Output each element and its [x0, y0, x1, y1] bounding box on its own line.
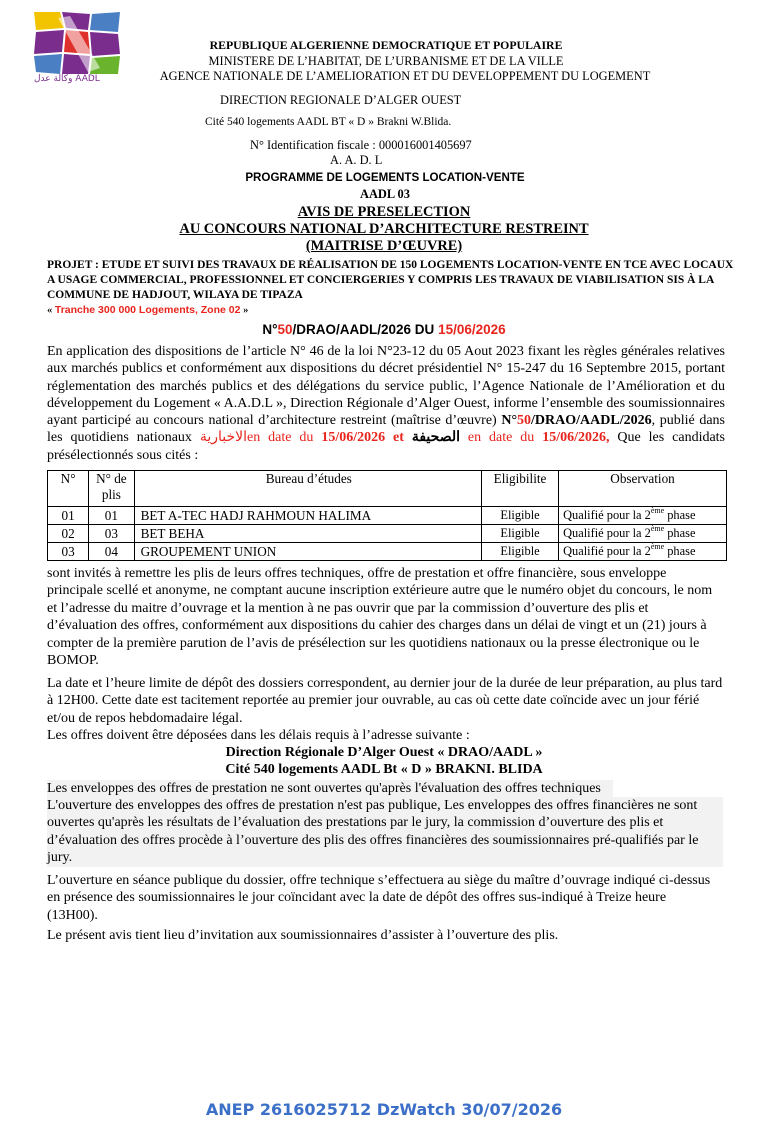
closing-paragraph: Le présent avis tient lieu d’invitation aux soumissionnaires d’assister à l’ouverture des plis.	[47, 928, 559, 943]
direction-title: DIRECTION REGIONALE D’ALGER OUEST	[220, 93, 462, 107]
cell-number: 02	[48, 525, 89, 543]
col-header-observation: Observation	[559, 471, 727, 507]
notice-reference	[0, 322, 768, 337]
newspaper-1: الاخبارية	[199, 430, 248, 446]
table-header-row	[48, 471, 727, 507]
public-session-paragraph: L’ouverture en séance publique du dossier, offre technique s’effectuera au siège du maître d’ouvrage indiqué ci-dessus en présence des soumissionnaires le jour coïncidant avec la date de dépôt des offres sus-indiqué à Treize heure (13H00).	[47, 873, 711, 923]
cell-eligibility: Eligible	[481, 507, 558, 525]
col-header-pli: N° de plis	[89, 471, 134, 507]
republic-title: REPUBLIQUE ALGERIENNE DEMOCRATIQUE ET POPULAIRE	[209, 38, 563, 52]
fiscal-id: N° Identification fiscale : 000016001405697	[250, 138, 472, 152]
cell-bureau: BET A-TEC HADJ RAHMOUN HALIMA	[134, 507, 481, 525]
logo-caption: وكالة عدل AADL	[34, 74, 100, 84]
table-row	[48, 507, 727, 525]
tranche-quote-open: «	[47, 305, 55, 316]
intro-date-2: 15/06/2026,	[542, 430, 610, 446]
notice-subtitle-2: (MAITRISE D’ŒUVRE)	[305, 238, 463, 254]
col-header-bureau: Bureau d’études	[134, 471, 481, 507]
project-description: PROJET : ETUDE ET SUIVI DES TRAVAUX DE RÉALISATION DE 150 LOGEMENTS LOCATION-VENTE EN TCE AVEC LOCAUX A USAGE COMMERCIAL, PROFESSIONNEL ET CONCIERGERIES Y COMPRIS LES TRAVAUX DE VIABILISATION SIS À LA COMMUNE DE HADJOUT, WILAYA DE TIPAZA	[47, 259, 734, 301]
aadl-abbrev: A. A. D. L	[330, 153, 383, 167]
intro-ref-number: 50	[517, 413, 532, 429]
intro-ref-prefix: N°	[501, 413, 518, 429]
intro-date-1: 15/06/2026	[321, 430, 386, 446]
cell-observation: Qualifié pour la 2ème phase	[559, 543, 727, 561]
ref-date: 15/06/2026	[438, 322, 506, 337]
intro-text-3: en date du	[247, 430, 322, 446]
cell-observation: Qualifié pour la 2ème phase	[559, 507, 727, 525]
cell-pli: 01	[89, 507, 134, 525]
cell-eligibility: Eligible	[481, 543, 558, 561]
deposit-address-line-2: Cité 540 logements AADL Bt « D » BRAKNI. BLIDA	[225, 762, 543, 777]
notice-subtitle: AU CONCOURS NATIONAL D’ARCHITECTURE RESTREINT	[179, 221, 589, 237]
intro-text-5: en date du	[460, 430, 543, 446]
cell-eligibility: Eligible	[481, 525, 558, 543]
cell-pli: 03	[89, 525, 134, 543]
newspaper-2: الصحيفة	[411, 430, 460, 446]
tranche-quote-close: »	[240, 305, 249, 316]
candidates-table	[47, 470, 727, 561]
programme-title: PROGRAMME DE LOGEMENTS LOCATION-VENTE	[245, 171, 525, 184]
col-header-eligibility: Eligibilite	[481, 471, 558, 507]
cell-number: 01	[48, 507, 89, 525]
direction-address: Cité 540 logements AADL BT « D » Brakni W.Blida.	[205, 116, 452, 128]
cell-number: 03	[48, 543, 89, 561]
intro-text-6: Que les candidats présélectionnés sous cités :	[47, 430, 726, 463]
publication-footer: ANEP 2616025712 DzWatch 30/07/2026	[205, 1100, 563, 1119]
deadline-paragraph: La date et l’heure limite de dépôt des dossiers correspondent, au dernier jour de la durée de leur préparation, au plus tard à 12H00. Cette date est tacitement reportée au premier jour ouvrable, au cas où cette date coïncide avec un jour férié et/ou de repos hebdomadaire légal.	[47, 676, 723, 726]
col-header-number: N°	[48, 471, 89, 507]
table-row	[48, 543, 727, 561]
aadl-logo	[30, 10, 122, 88]
programme-code: AADL 03	[360, 187, 410, 201]
ref-number: 50	[277, 322, 293, 337]
cell-bureau: BET BEHA	[134, 525, 481, 543]
ministry-title: MINISTERE DE L’HABITAT, DE L’URBANISME ET DE LA VILLE	[208, 54, 564, 68]
cell-pli: 04	[89, 543, 134, 561]
notice-title: AVIS DE PRESELECTION	[297, 204, 471, 220]
cell-observation: Qualifié pour la 2ème phase	[559, 525, 727, 543]
intro-paragraph	[47, 343, 725, 464]
project-tranche	[47, 304, 248, 316]
prestation-note: Les enveloppes des offres de prestation ne sont ouvertes qu'après l'évaluation des offres techniques	[47, 780, 613, 797]
invitation-paragraph: sont invités à remettre les plis de leurs offres techniques, offre de prestation et offre financière, sous enveloppe principale scellé et anonyme, ne comptant aucune inscription extérieure autre que le numéro objet du concours, le nom et l’adresse du maitre d’ouvrage et la mention à ne pas ouvrir que par la commission d’ouverture des plis et d’évaluation des offres, conformément aux dispositions du cahier des charges dans un délai de vingt et un (21) jours à compter de la première parution de l’avis de présélection sur les quotidiens nationaux ou la presse électronique ou le BOMOP.	[47, 566, 713, 669]
opening-paragraph: L'ouverture des enveloppes des offres de prestation n'est pas publique, Les enveloppes des offres financières ne sont ouvertes qu'après les résultats de l’évaluation des prestations par le jury, la commission d’ouverture des plis et d’évaluation des offres procède à l’ouverture des plis des offres financières des soumissionnaires pré-qualifiés par le jury.	[47, 797, 723, 867]
table-row	[48, 525, 727, 543]
intro-text-2: , publié dans les quotidiens nationaux	[47, 413, 725, 446]
cell-bureau: GROUPEMENT UNION	[134, 543, 481, 561]
ref-prefix: N°	[262, 322, 278, 337]
deposit-address-line-1: Direction Régionale D’Alger Ouest « DRAO/AADL »	[225, 745, 543, 760]
deposit-instruction: Les offres doivent être déposées dans les délais requis à l’adresse suivante :	[47, 728, 470, 743]
ref-code: /DRAO/AADL/2026 DU	[292, 322, 439, 337]
intro-text-4: et	[385, 430, 412, 446]
intro-text-1: En application des dispositions de l’article N° 46 de la loi N°23-12 du 05 Aout 2023 fixant les règles générales relatives aux marchés publics et conformément aux dispositions du décret présidentiel N° 15-247 du 16 Septembre 2015, portant réglementation des marchés publics et des délégations du service public, l’Agence Nationale de l’Amélioration et du développement du Logement « A.A.D.L », Direction Régionale d’Alger Ouest, informe l’ensemble des soumissionnaires ayant participé au concours national d’architecture restreint (maîtrise d’œuvre)	[47, 344, 725, 429]
agency-title: AGENCE NATIONALE DE L’AMELIORATION ET DU DEVELOPPEMENT DU LOGEMENT	[159, 69, 651, 83]
intro-ref-code: /DRAO/AADL/2026	[531, 413, 652, 429]
tranche-label: Tranche 300 000 Logements, Zone 02	[54, 304, 241, 316]
